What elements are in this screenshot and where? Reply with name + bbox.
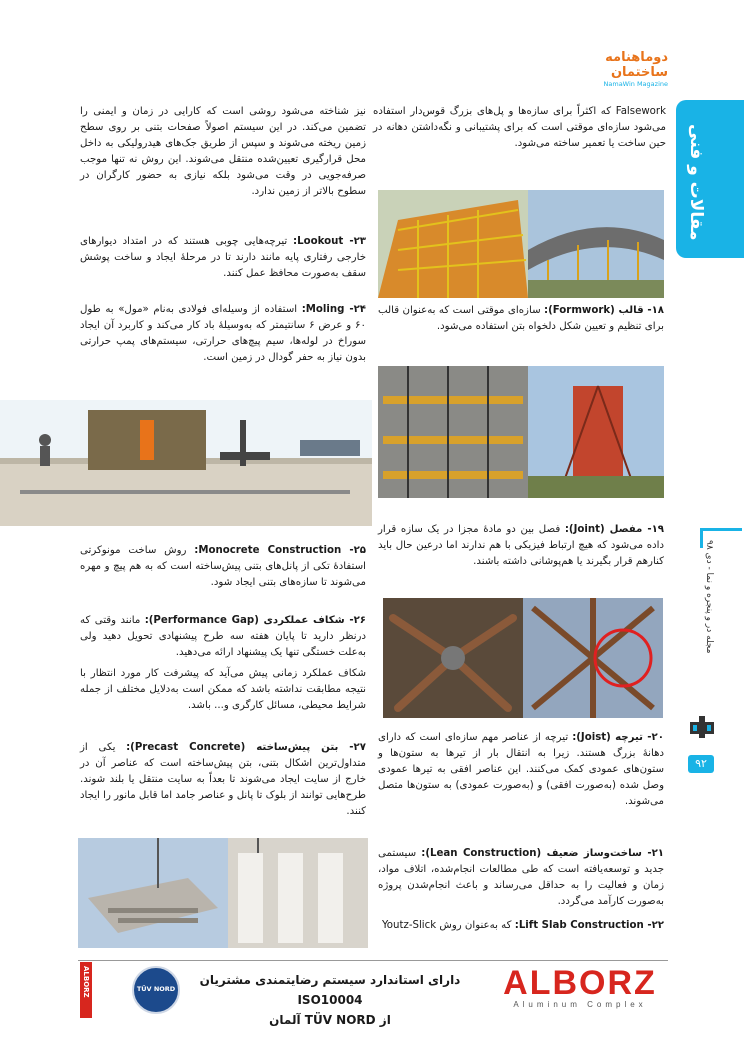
- alborz-subtitle: Aluminum Complex: [513, 1000, 647, 1009]
- monocrete-paragraph: ۲۵- Monocrete Construction: روش ساخت مونوکرتی استفادهٔ تکی از پانل‌های بتنی پیش‌ساخته است که به هم پیچ و مهره می‌شوند تا سازه‌های بتنی ایجاد شود.: [80, 545, 366, 588]
- logo-text: دوماهنامه ساختمان: [605, 50, 668, 80]
- precast-paragraph: ۲۷- بتن پیش‌ساخته (Precast Concrete): یکی از متداول‌ترین اشکال بتنی، بتن پیش‌ساخته است که عناصر آن در خارج از سایت ایجاد می‌شوند تا بعداً به سایت منتقل یا بلند شوند. طرح‌هایی توانند از بلوک تا پانل و عناصر جامد اما قابل مانور را ایجاد کنند.: [80, 742, 366, 817]
- section-title: مقالات و فنی: [686, 123, 706, 241]
- moling-paragraph: ۲۴- Moling: استفاده از وسیله‌ای فولادی به‌نام «مول» به طول ۶۰ و عرض ۶ سانتیمتر که به‌وسیلهٔ باد کار می‌کند و کاربرد آن ایجاد سوراخ در لوله‌ها، سیم پیچ‌های حرارتی، سیستم‌های پمپ حرارتی بدون نیاز به حفر گودال در زمین است.: [80, 304, 366, 363]
- footer-line-2: از TÜV NORD آلمان: [269, 1013, 391, 1027]
- lift-slab-paragraph: ۲۲- Lift Slab Construction: که به‌عنوان روش Youtz-Slick: [381, 920, 664, 931]
- formwork-photo: [378, 366, 664, 498]
- page-number: ۹۲: [688, 755, 714, 773]
- moling-illustration: [0, 400, 372, 526]
- alborz-side-tag-text: ALBORZ: [82, 966, 90, 998]
- falsework-photo: [378, 190, 664, 298]
- performance-gap-paragraph-2: شکاف عملکرد زمانی پیش می‌آید که پیشرفت کار مورد انتظار با نتیجه مطابقت نداشته باشد که ممکن است به‌دلایل مختلف از جمله شرایط محیطی، مسائل کارگری و... باشد.: [80, 668, 366, 711]
- tuv-badge-text: TÜV NORD: [136, 985, 176, 993]
- joist-paragraph: ۲۰- تیرچه (Joist): تیرچه از عناصر مهم سازه‌ای است که دارای دهانهٔ بزرگ هستند. زیرا به انتقال بار از تیرها به ستون‌ها و ستون‌های عمودی کمک می‌کنند. این عناصر افقی به تیرها عمودی وصل شده (به‌صورت افقی) و (به‌صورت عمودی) به ستون‌ها متصل می‌شوند.: [378, 732, 664, 807]
- performance-gap-paragraph: ۲۶- شکاف عملکردی (Performance Gap): مانند وقتی که درنظر دارید تا پایان هفته سه طرح پیشنهادی تحویل دهید ولی به‌علت خستگی تنها یک پیشنهاد ارائه می‌دهید.: [80, 615, 367, 658]
- magazine-logo: [590, 50, 668, 88]
- alborz-brand: ALBORZ: [503, 964, 657, 1002]
- tuv-badge: [132, 966, 180, 1014]
- footer-text: [180, 970, 480, 1030]
- window-icon: [690, 716, 714, 738]
- lean-construction-paragraph: ۲۱- ساخت‌وساز ضعیف (Lean Construction): سیستمی جدید و توسعه‌یافته است که طی مطالعات انجام‌شده، اتلاف مواد، زمان و فعالیت را به حداقل می‌رساند و باعث انجام‌شدن پروژه به‌صورت کارآمد می‌گردد.: [378, 848, 664, 907]
- footer-line-1: دارای استاندارد سیستم رضایتمندی مشتریان ISO10004: [199, 973, 461, 1007]
- logo-subtitle: NamaWin Magazine: [603, 80, 668, 88]
- issue-line: مجله در و پنجره و نما - دی ۹۸: [704, 540, 714, 654]
- formwork-paragraph: ۱۸- قالب (Formwork): سازه‌ای موقتی است که به‌عنوان قالب برای تنظیم و تعیین شکل دلخواه بتن استفاده می‌شود.: [378, 305, 664, 332]
- falsework-paragraph: Falsework که اکثراً برای سازه‌ها و پل‌های بزرگ قوس‌دار استفاده می‌شود سازه‌ای موقتی است که برای پشتیبانی و نگه‌داشتن دهانه در حین ساخت یا تعمیر ساخته می‌شود.: [373, 106, 666, 149]
- joint-paragraph: ۱۹- مفصل (Joint): فصل بین دو مادهٔ مجزا در یک سازه قرار داده می‌شود که هیچ ارتباط فیزیکی با هم ندارند اما درعین حال باید کنارهم قرار بگیرند یا هم‌پوشانی داشته باشند.: [378, 524, 664, 567]
- alborz-side-tag: [80, 962, 92, 1018]
- lift-slab-continuation: نیز شناخته می‌شود روشی است که کارایی در زمان و ایمنی را تضمین می‌کند. در این سیستم اصولاً صفحات بتنی بر روی سطح زمین ریخته می‌شوند و سپس از طریق جک‌های هیدرولیکی به داخل محل قرارگیری تعیین‌شده منتقل می‌شوند. این روش نه تنها موجب صرفه‌جویی در وقت می‌شود بلکه نیازی به حضور کارگران در سطوح بالاتر از زمین ندارد.: [80, 106, 366, 197]
- joint-photo: [383, 598, 663, 718]
- lookout-paragraph: ۲۳- Lookout: تیرچه‌هایی چوبی هستند که در امتداد دیوارهای خارجی رفتاری پایه مانند دارند تا در مرحلهٔ ایجاد و ساخت پوشش سقف به‌صورت محافظ عمل کنند.: [80, 236, 366, 279]
- alborz-logo: [495, 966, 665, 1012]
- footer-divider: [78, 960, 668, 961]
- precast-photo: [78, 838, 368, 948]
- side-rule-top: [700, 528, 742, 531]
